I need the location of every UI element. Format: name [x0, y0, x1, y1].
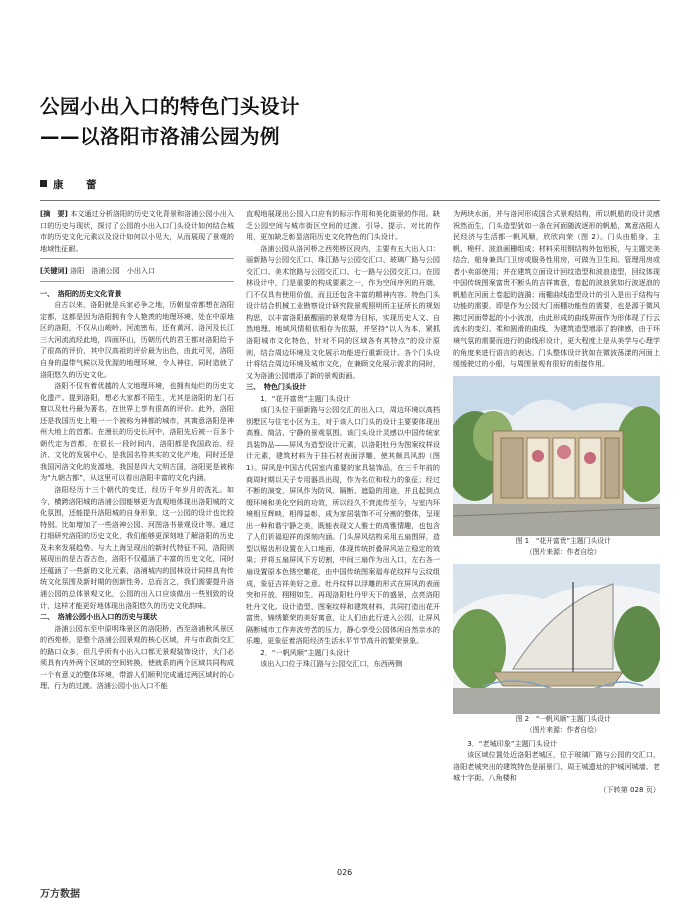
author-name: 康 蕾 [53, 179, 103, 191]
figure-1-caption: 图 1 “花开富贵”主题门头设计 [515, 536, 611, 545]
paragraph: 洛浦公园东至中原明珠景区的洛阳桥，西至洛浦秋风景区的西苑桥，是整个洛浦公园景观的核心区域，并与市政街交汇的路口众多，但几乎所有小出入口都无景观装饰设计，大门必须具有内外两个区域的空间转换，使就系的两个区域共同构成一个有意义的整体环境，带游人们顺利完成通过两区域时的心理、行为的过渡。洛浦公园小出入口不能 [40, 623, 234, 691]
footer-watermark: 万方数据 [40, 889, 80, 900]
figure-2 [453, 564, 660, 736]
subsection-heading: 3．“老城印象”主题门头设计 [467, 738, 558, 748]
section-heading-3: 三、 特色门头设计 [246, 382, 307, 392]
column-1 [40, 208, 234, 692]
top-divider [40, 200, 660, 201]
paragraph: 为两块水面，并与洛河形成国合式景观结构，所以帆船的设计灵感祝然而生，门头造型犹如一条在河面随波逐形的帆船，寓意洛阳人民经济与生活都一帆风顺，欣欣向荣（图 2）。门头由船身、主帆、桅杆、波浪画栅组成；材料采用钢结构外包铝板，与主题完美结合，船身兼具门卫房或服务性用房，可做为卫生间、管理用房或者小卖部使用；并在建筑立面设计回纹造型和波浪造型，回纹体现中国传统图案富贵不断头的吉祥寓意，卷起的波浪犹如行波逐浪的帆船在河面上卷起的涟漪；雨棚曲线造型设计的引入是出于结构与功能的需要，即是作为公园大门雨棚功能性的需要，也是源于微风拂过河面带起的小小波浪，由此形成的曲线界面作为形体现了行云流水的变幻、柔和圆滑的曲线，为建筑造型增添了韵律感，由于环境气氛的需要而进行的曲线形设计，更大程度上是从美学与心理学的角度来进行语言的表达。门头整体设计犹如在微波荡漾的河面上缓缓驶过的小船，与周围景观有很好的衔接作用。 [453, 209, 660, 369]
title-line-1: 公园小出入口的特色门头设计 [40, 95, 301, 118]
paragraph: 洛浦公园从洛河桥之西苑桥区段内，主要有五大出入口：丽新路与公园交汇口、珠江路与公园交汇口、玻璃厂路与公园交汇口、美术馆路与公园交汇口、七一路与公园交汇口。在园林设计中，门是重要的构成要素之一，作为空间序列的开端，门不仅具有使用价值，而且还包含丰富的精神内容。特色门头设计结合机械工业勘察设计研究院景观照明所主征所长的规划构思，以丰富洛阳最醒丽的景观带为目标，实现历史人文、自然地理、地域风情相依相存为依据，并坚持“以人为本，紧抓洛阳城市文化特色，针对不同的区域各有其特点”的设计原则，结合周边环境及文化展示功能进行重新设计。各个门头设计将结合周边环境及城市文化，在兼顾文化展示需求的同时，又为洛浦公园增添了新的景观街画。 [246, 243, 440, 380]
paragraph: 洛阳不仅有着优越的人文地理环境，也拥有灿烂的历史文化遗产。提到洛阳，想必大家都不陌生，尤其是洛阳的龙门石窟以及牡丹最为著名，在世界上享有很高的评价。此外，洛阳还是我国历史上唯一一个被称为神都的城市，其寓意洛阳是神州大地上的首都。在漫长的历史长河中，洛阳先后被一百多个朝代定为首都，在很长一段时间内，洛阳都是我国政治、经济、文化的发展中心，是我国名符其实的文化产地，同时还是我国河洛文化的发源地，我国是四大文明古国，洛阳更是被称为“九朝古都”，从这里可以看出洛阳丰富的文化内涵。 [40, 381, 234, 483]
paragraph: 该区域位置处近洛阳老城区，位于玻璃厂路与公园的交汇口，洛阳老城突出的建筑特色是丽景门、周王城遗址的护城河城墙、老城十字街、八角楼和 [453, 750, 660, 783]
figure-1-source: （图片来源：作者自绘） [525, 547, 601, 556]
paragraph: 洛阳经历十三个朝代的变迁，经历千年岁月的洗礼。如今，横跨洛阳城的洛浦公园能够更为直观地体现出洛阳城的文化氛围，还能提升洛阳城的自身形象，这一公园的设计也比较特别。比如增加了一些洛神公园、河图洛书景观设计等。通过打细研究洛阳的历史文化，我们能够更深刻地了解洛阳的历史及未来发展趋势。与大上海呈现出的新时代特征不同，洛阳则展现出的是古香古色，洛阳不仅蕴涵了丰富的历史文化，同时还蕴涵了一些新的文化元素，洛浦城内的园林设计同样具有传统文化氛围及新时期的创新性务。总而言之，我们需要提升洛浦公园的总体景观文化，公园的出入口应该做出一些别致的设计，这样才能更好地体现出洛阳悠久的历史文化韵味。 [40, 485, 234, 610]
subsection-heading: 1．“花开富贵”主题门头设计 [260, 393, 351, 403]
column-3 [453, 208, 660, 795]
section-heading-2: 二、 洛浦公园小出入口的历史与现状 [40, 612, 158, 622]
subsection-heading: 2．“一帆风顺”主题门头设计 [260, 647, 351, 657]
keywords: [关键词] 洛阳 洛浦公园 小出入口 [40, 266, 156, 276]
section-heading-1: 一、 洛阳的历史文化背景 [40, 288, 122, 298]
paragraph: 该门头位于丽新路与公园交汇的出入口，周边环境以高档别墅区与住宅小区为主，对于该入口门头的设计主要要体现出高雅、简洁、宁静的景观氛围。该门头设计灵感以中国传统家具装饰品——屏风为造型设计元素，以洛阳牡丹为图案纹样设计元素，建筑材料为于挂石材表面浮雕，使其颇具风韵（图 1）。屏风是中国古代居室内重要的家具装饰品，在三千年前的商周时期以天子专用器具出现，作为名位和权力的象征；经过不断的演变，屏风作为防风、隔断、遮隐的用途，并且起到点缀环境和美化空间的功效，所以经久不衰流传至今，与室内环境相互辉映，相得益彰，成为家居装饰不可分割的整体，呈现出一种和谐宁静之美，既能表现文人雅士的高雅情趣，也包含了人们祈福迎祥的深刻内涵。门头屏风结构采用五扇围屏，造型以锯齿形设置在入口地面，体现传统折叠屏风站立稳定的效果；并将五扇屏风下方切割，中间三扇作为出入口，左右各一扇设置原本色锈空雕花，由中国传统图案福寿花纹样与云纹组成，象征吉祥美好之意。牡丹纹样以浮雕的形式在屏风的表面突和开放，栩栩如生，再现洛阳牡丹甲天下的盛景，点亮洛阳牡丹文化。设计造型、图案纹样和建筑材料，共同打造出花开富贵、锦绣繁荣的美好寓意，让人们由此行进入公园，让屏风隔断城市工作奔波劳苦的压力，静心享受公园体闲自然亲水的乐趣，更象征着洛阳经济生活水平节节高升的繁荣景象。 [246, 405, 440, 646]
abstract-divider [40, 258, 234, 259]
paragraph: 该出入口位于珠江路与公园交汇口，东西两侧 [260, 659, 403, 669]
author-line [40, 178, 103, 192]
figure-2-caption: 图 2 “一帆风顺”主题门头设计 [515, 714, 611, 723]
article-title [40, 92, 300, 152]
column-2 [246, 208, 440, 670]
page-number: 026 [337, 868, 353, 877]
figure-2-source: （图片来源：作者自绘） [525, 725, 601, 734]
keywords-divider [40, 281, 234, 282]
title-line-2: ——以洛阳市洛浦公园为例 [40, 125, 281, 148]
abstract: [摘 要] 本文通过分析洛阳的历史文化背景和洛浦公园小出入口的历史与现状，探讨了公园的小出入口门头设计如何结合城市的历史文化元素以及设计如何以小见大，从而展现了景观的地域性征耐。 [40, 209, 235, 253]
square-bullet-icon [40, 180, 47, 187]
paragraph: 自古以来，洛阳就是兵家必争之地，历朝皇帝都想在洛阳定都，这都是因为洛阳拥有令人艳羡的地理环境，处在中原地区的洛阳，不仅从山峻岭、河流密布，还有黄河、洛河及长江三大河流流经此地，四面环山，历朝历代的君王都对洛阳给予了很高的评价，其中汉高祖的评价最为出色，由此可见，洛阳自身的温带气候以及优渥的地理环境，令人神往，同时造就了洛阳悠久的历史文化。 [40, 300, 234, 379]
sailboat-gate-sketch [453, 564, 660, 714]
screen-gate-sketch [453, 376, 660, 536]
paragraph: 直观地展现出公园入口应有的标示作用和美化街景的作用。缺乏公园空间与城市街区空间的过渡、引导、提示、对比的作用，更加缺乏彰显洛阳历史文化特色的门头设计。 [246, 209, 440, 242]
figure-1 [453, 376, 660, 558]
continued-note: （下转第 028 页） [599, 784, 660, 794]
